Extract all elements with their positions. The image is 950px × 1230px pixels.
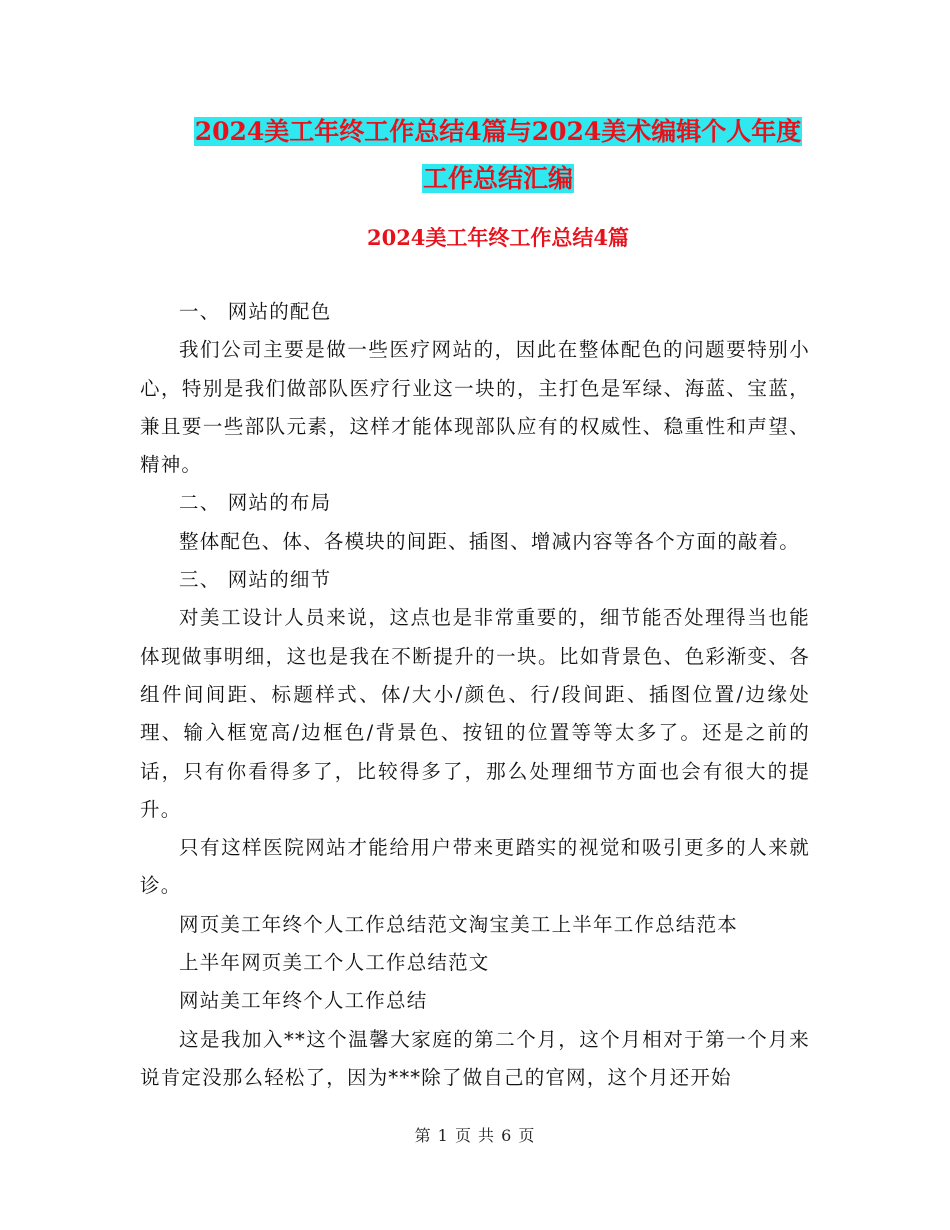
document-title [140, 108, 856, 202]
paragraph-conclusion: 只有这样医院网站才能给用户带来更踏实的视觉和吸引更多的人来就诊。 [140, 836, 810, 898]
heading-layout: 二、 网站的布局 [179, 491, 332, 515]
paragraph-intro: 这是我加入**这个温馨大家庭的第二个月，这个月相对于第一个月来说肯定没那么轻松了，因为***除了做自己的官网，这个月还开始 [140, 1027, 810, 1089]
paragraph-layout: 整体配色、体、各模块的间距、插图、增减内容等各个方面的敲着。 [179, 529, 801, 553]
section-title: 2024美工年终工作总结4篇 [366, 225, 630, 250]
paragraph-color-scheme: 我们公司主要是做一些医疗网站的，因此在整体配色的问题要特别小心，特别是我们做部队医疗行业这一块的，主打色是军绿、海蓝、宝蓝，兼且要一些部队元素，这样才能体现部队应有的权威性、稳重性和声望、精神。 [140, 338, 810, 477]
heading-details: 三、 网站的细节 [179, 568, 332, 592]
paragraph-details: 对美工设计人员来说，这点也是非常重要的，细节能否处理得当也能体现做事明细，这也是我在不断提升的一块。比如背景色、色彩渐变、各组件间间距、标题样式、体/大小/颜色、行/段间距、插图位置/边缘处理、输入框宽高/边框色/背景色、按钮的位置等等太多了。还是之前的话，只有你看得多了，比较得多了，那么处理细节方面也会有很大的提升。 [140, 606, 810, 821]
heading-color-scheme: 一、 网站的配色 [179, 300, 332, 323]
document-title-line1: 2024美工年终工作总结4篇与2024美术编辑个人年度 [194, 117, 802, 146]
related-title-3: 网站美工年终个人工作总结 [179, 989, 428, 1013]
page-number-footer: 第 1 页 共 6 页 [414, 1126, 536, 1145]
related-title-2: 上半年网页美工个人工作总结范文 [179, 951, 490, 975]
related-title-1: 网页美工年终个人工作总结范文淘宝美工上半年工作总结范本 [179, 912, 738, 936]
document-title-line2: 工作总结汇编 [422, 164, 573, 193]
document-body [140, 293, 810, 1097]
